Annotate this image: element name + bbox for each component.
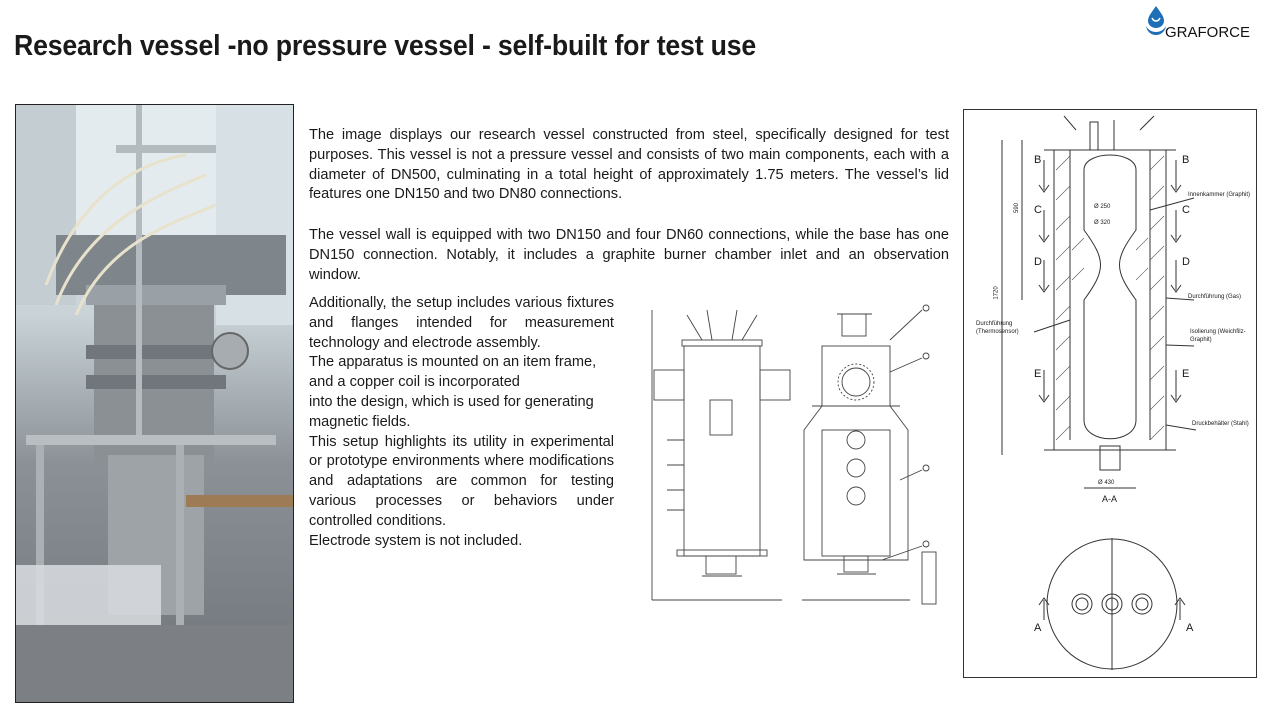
label-isolierung: Isolierung (Weichfilz-Graphit) — [1190, 329, 1246, 343]
description-paragraph-1: The image displays our research vessel constructed from steel, specifically designed for test purposes. This vessel is not a pressure vessel and consists of two main components, each with a diameter of DN500, culminating in a total height of approximately 1.75 meters. The vessel’s lid features one DN150 and two DN80 connections. — [309, 127, 949, 203]
label-dim-590: 590 — [1014, 202, 1021, 214]
label-section-e: E — [1034, 368, 1042, 380]
technical-drawing-elevation — [632, 300, 942, 610]
label-druckbehaelter: Druckbehälter (Stahl) — [1192, 421, 1249, 427]
logo-wordmark: GRAFORCE — [1165, 24, 1251, 41]
label-durchfuehrung-thermo: Durchführung (Thermosensor) — [976, 321, 1019, 335]
text-line: The apparatus is mounted on an item frame, and a copper coil is incorporated — [309, 354, 597, 391]
label-section-b: B — [1034, 154, 1042, 166]
text-line: into the design, which is used for generating magnetic fields. — [309, 393, 594, 430]
description-paragraph-2: The vessel wall is equipped with two DN150 and four DN60 connections, while the base has one DN150 connection. Notably, it includes a graphite burner chamber inlet and an observation window. — [309, 227, 949, 283]
label-section-b: B — [1182, 154, 1190, 166]
vessel-photo — [15, 104, 294, 703]
text-line: This setup highlights its utility in experimental or prototype environments where modifications and adaptations are common for testing various processes or behaviors under controlled conditions. — [309, 433, 614, 529]
description-paragraph-3 — [309, 294, 614, 551]
label-section-a: A — [1186, 622, 1194, 634]
label-dim-430: Ø 430 — [1098, 480, 1115, 486]
label-section-aa: A-A — [1102, 494, 1118, 504]
technical-drawing-section — [963, 109, 1257, 678]
text-line: Electrode system is not included. — [309, 532, 523, 549]
label-section-a: A — [1034, 622, 1042, 634]
label-section-c: C — [1182, 204, 1190, 216]
label-section-c: C — [1034, 204, 1042, 216]
text-line: Additionally, the setup includes various fixtures and flanges intended for measurement technology and electrode assembly. — [309, 295, 614, 351]
label-durchfuehrung-gas: Durchführung (Gas) — [1188, 294, 1242, 300]
label-section-d: D — [1034, 256, 1042, 268]
label-section-d: D — [1182, 256, 1190, 268]
label-dim-1720: 1720 — [993, 286, 1000, 300]
label-innenkammer: Innenkammer (Graphit) — [1188, 192, 1251, 198]
label-dim-250: Ø 250 — [1094, 204, 1111, 210]
label-dim-320: Ø 320 — [1094, 220, 1111, 226]
label-section-e: E — [1182, 368, 1190, 380]
page-title: Research vessel -no pressure vessel - self-built for test use — [14, 30, 757, 62]
